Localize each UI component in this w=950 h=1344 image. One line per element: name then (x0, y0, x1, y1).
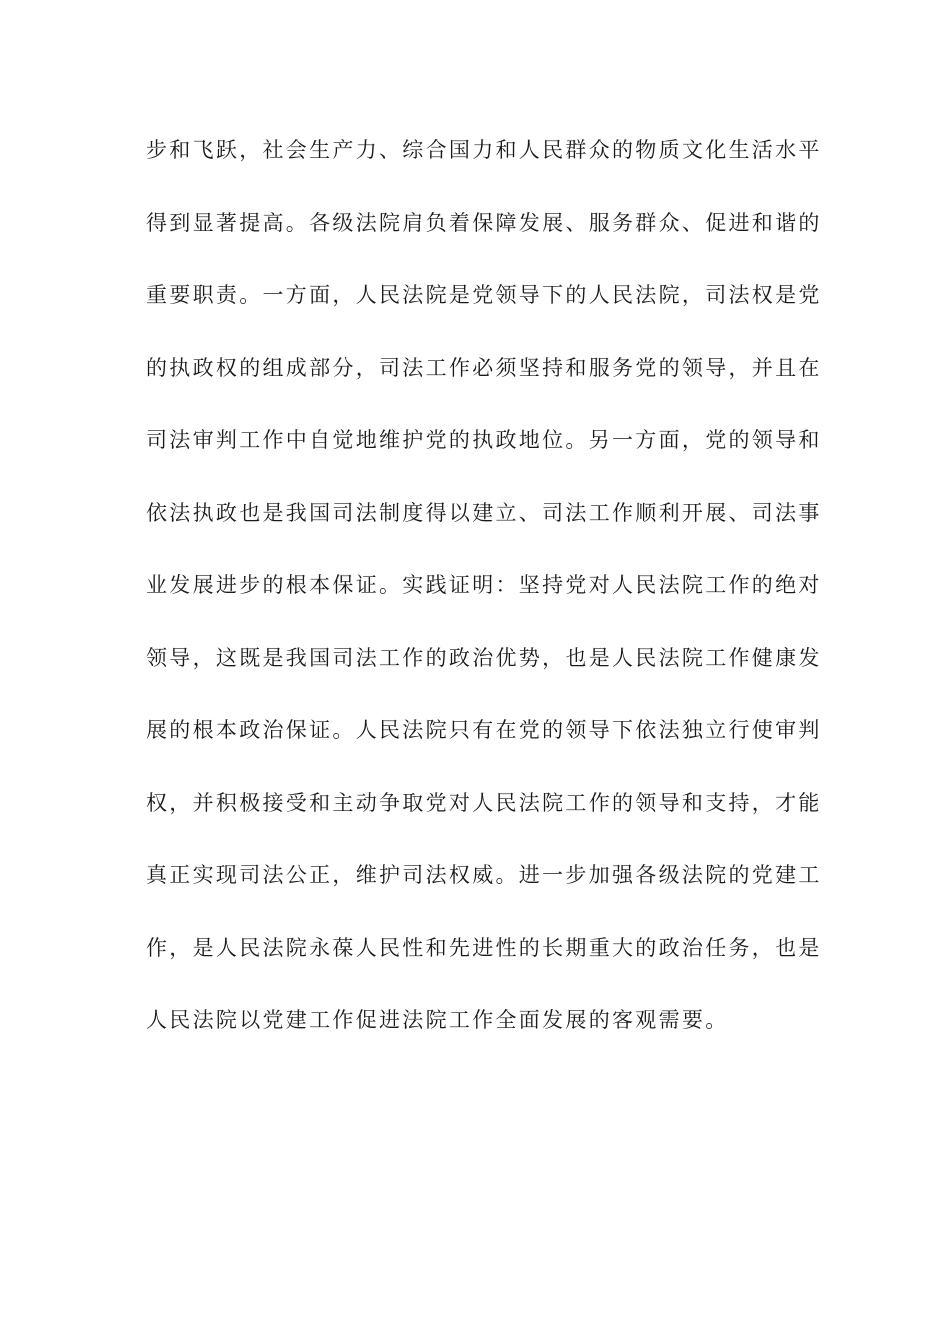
text-line-1: 步和飞跃，社会生产力、综合国力和人民群众的物质文化生活水平 (146, 138, 822, 162)
text-line-6: 依法执政也是我国司法制度得以建立、司法工作顺利开展、司法事 (146, 500, 822, 525)
text-line-7: 业发展进步的根本保证。实践证明：坚持党对人民法院工作的绝对 (146, 573, 822, 597)
text-line-9: 展的根本政治保证。人民法院只有在党的领导下依法独立行使审判 (146, 718, 822, 742)
text-line-5: 司法审判工作中自觉地维护党的执政地位。另一方面，党的领导和 (146, 428, 822, 452)
text-line-13: 人民法院以党建工作促进法院工作全面发展的客观需要。 (146, 1008, 729, 1032)
text-line-12: 作，是人民法院永葆人民性和先进性的长期重大的政治任务，也是 (146, 935, 822, 960)
text-line-3: 重要职责。一方面，人民法院是党领导下的人民法院，司法权是党 (146, 283, 822, 307)
text-line-8: 领导，这既是我国司法工作的政治优势，也是人民法院工作健康发 (146, 645, 822, 670)
text-line-10: 权，并积极接受和主动争取党对人民法院工作的领导和支持，才能 (146, 790, 822, 815)
text-line-11: 真正实现司法公正，维护司法权威。进一步加强各级法院的党建工 (146, 863, 822, 887)
body-paragraph (146, 128, 822, 1071)
text-line-2: 得到显著提高。各级法院肩负着保障发展、服务群众、促进和谐的 (146, 210, 822, 235)
text-line-4: 的执政权的组成部分，司法工作必须坚持和服务党的领导，并且在 (146, 355, 822, 380)
